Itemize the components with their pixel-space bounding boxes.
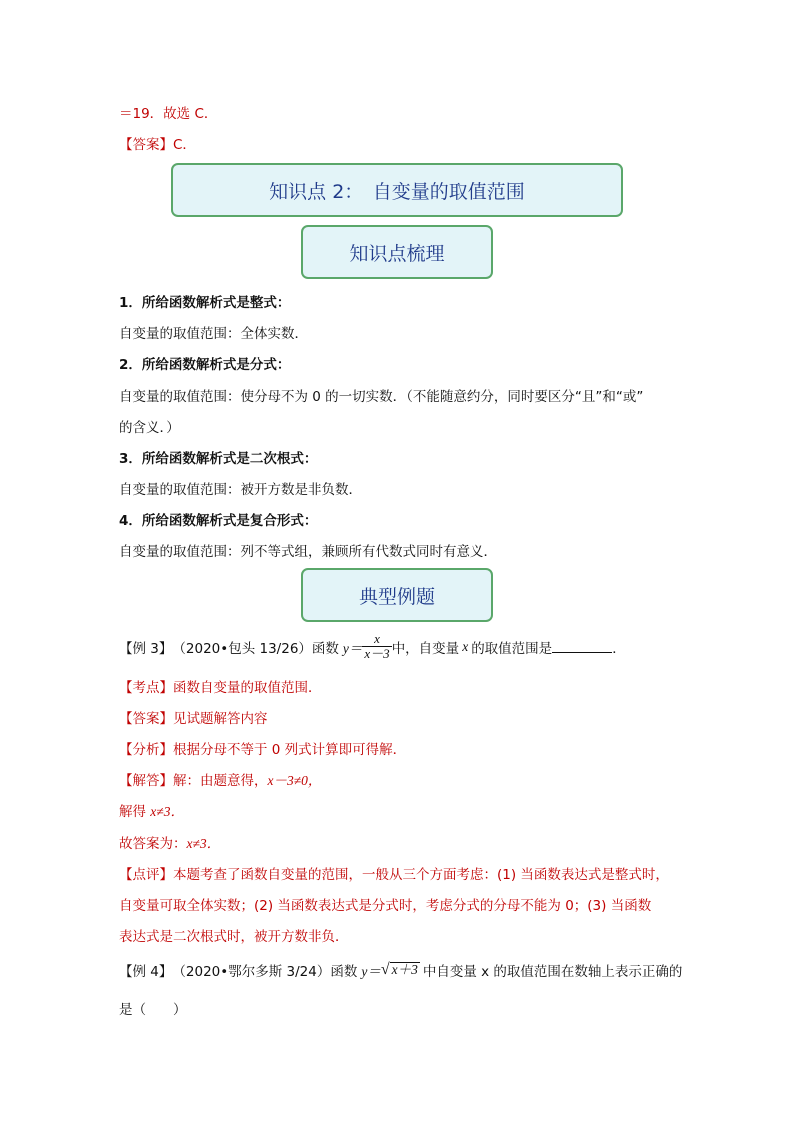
- answer-blank: [552, 640, 612, 653]
- jieda-math: x－3≠0，: [267, 773, 322, 788]
- example-3-fraction: [362, 632, 391, 662]
- section-banner-title: 知识点 2： 自变量的取值范围: [269, 180, 525, 203]
- fenxi-text: 根据分母不等于 0 列式计算即可得解．: [173, 742, 407, 758]
- fraction-numerator: x: [374, 631, 380, 646]
- dianping-line-3: 表达式是二次根式时，被开方数非负．: [119, 929, 349, 945]
- example-4-y: y＝: [361, 964, 381, 979]
- fraction-denominator: x－3: [364, 646, 390, 662]
- example-3-y: y＝: [342, 640, 363, 656]
- daan-line: [119, 707, 268, 727]
- summary-banner-title: 知识点梳理: [349, 242, 445, 265]
- prev-answer: [119, 133, 196, 153]
- dianping-tag: 【点评】: [119, 867, 173, 883]
- kaodian-line: [119, 676, 322, 696]
- example-3-question: [119, 632, 626, 662]
- point-1-body: 自变量的取值范围：全体实数．: [119, 326, 308, 342]
- answer-value: C．: [173, 137, 196, 153]
- answer-tag: 【答案】: [119, 137, 173, 153]
- dianping-text-1: 本题考查了函数自变量的范围，一般从三个方面考虑：(1) 当函数表达式是整式时，: [173, 867, 669, 883]
- example-4-line-2: 是（ ）: [119, 1002, 187, 1018]
- point-2-body: 自变量的取值范围：使分母不为 0 的一切实数．（不能随意约分，同时要区分“且”和“或”: [119, 389, 644, 405]
- daan-text: 见试题解答内容: [173, 711, 268, 727]
- point-3-title: 3．所给函数解析式是二次根式：: [119, 451, 318, 467]
- fenxi-line: [119, 738, 406, 758]
- jieda-line: [119, 769, 321, 789]
- sqrt-sign: √: [380, 961, 390, 978]
- examples-banner: [301, 568, 493, 622]
- final-answer-line: [119, 832, 220, 852]
- solve-text: 解得: [119, 804, 151, 820]
- section-banner: [171, 163, 623, 217]
- example-3-mid: 中，自变量: [391, 640, 460, 657]
- daan-tag: 【答案】: [119, 711, 173, 727]
- point-1-title: 1．所给函数解析式是整式：: [119, 295, 291, 311]
- example-3-end: ．: [612, 640, 626, 657]
- example-4-radicand: x＋3: [391, 962, 418, 978]
- example-4-tail: 中自变量 x 的取值范围在数轴上表示正确的: [422, 964, 683, 980]
- example-4-question: [119, 960, 682, 980]
- jieda-text: 解：由题意得，: [173, 773, 268, 789]
- dianping-line-1: [119, 863, 669, 883]
- example-3-tail: 的取值范围是: [471, 640, 553, 657]
- example-3-tag: 【例 3】: [119, 640, 173, 657]
- dianping-line-2: 自变量可取全体实数；(2) 当函数表达式是分式时，考虑分式的分母不能为 0；(3) 当函数: [119, 898, 652, 914]
- point-2-body-cont: 的含义．）: [119, 420, 180, 436]
- solve-line: [119, 800, 184, 820]
- final-answer-text: 故答案为：: [119, 836, 187, 852]
- point-2-title: 2．所给函数解析式是分式：: [119, 357, 291, 373]
- example-4-source: （2020•鄂尔多斯 3/24）函数: [172, 964, 358, 980]
- final-answer-math: x≠3．: [186, 836, 221, 851]
- kaodian-tag: 【考点】: [119, 680, 173, 696]
- example-4-tag: 【例 4】: [119, 964, 173, 980]
- example-3-source: （2020•包头 13/26）函数: [172, 640, 339, 657]
- fenxi-tag: 【分析】: [119, 742, 173, 758]
- solve-math: x≠3．: [150, 804, 184, 819]
- point-3-body: 自变量的取值范围：被开方数是非负数．: [119, 482, 362, 498]
- kaodian-text: 函数自变量的取值范围．: [173, 680, 322, 696]
- prev-line: [119, 102, 217, 122]
- summary-banner: [301, 225, 493, 279]
- jieda-tag: 【解答】: [119, 773, 173, 789]
- examples-banner-title: 典型例题: [358, 585, 435, 608]
- prev-conclusion: ＝19．故选 C．: [119, 106, 218, 122]
- example-3-var: x: [462, 638, 469, 654]
- point-4-body: 自变量的取值范围：列不等式组，兼顾所有代数式同时有意义．: [119, 544, 497, 560]
- point-4-title: 4．所给函数解析式是复合形式：: [119, 513, 318, 529]
